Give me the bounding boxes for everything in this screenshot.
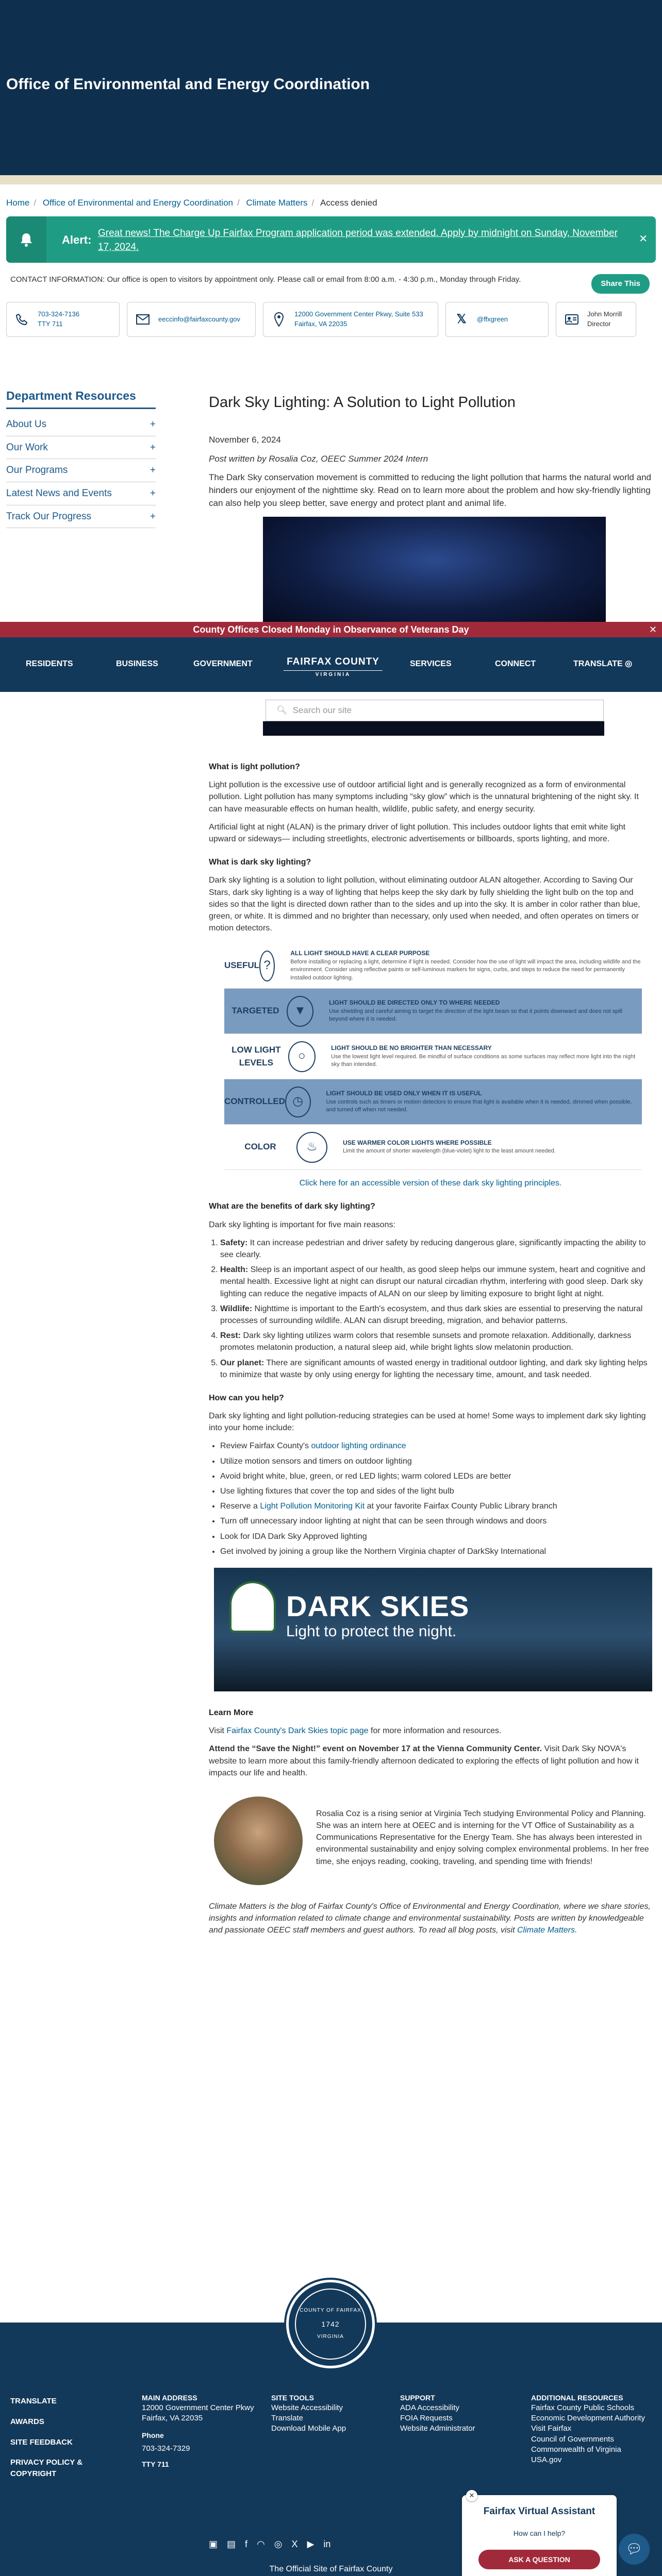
principle-title: LIGHT SHOULD BE DIRECTED ONLY TO WHERE NEEDED — [329, 999, 500, 1007]
closing-banner — [0, 622, 662, 637]
nav-connect[interactable]: CONNECT — [495, 659, 536, 668]
contact-info-text: CONTACT INFORMATION: Our office is open to visitors by appointment only. Please call or email from 8:00 a.m. - 4:30 p.m., Monday through Friday. — [10, 275, 521, 284]
dark-skies-topic-link[interactable]: Fairfax County's Dark Skies topic page — [226, 1726, 369, 1736]
search-placeholder: Search our site — [292, 705, 352, 715]
nav-translate[interactable] — [573, 658, 632, 670]
help-text: Look for IDA Dark Sky Approved lighting — [220, 1532, 367, 1541]
benefit-label: Rest: — [220, 1331, 241, 1341]
list-item — [220, 1485, 652, 1497]
footer-heading: SITE TOOLS — [271, 2394, 314, 2402]
benefit-text: Nighttime is important to the Earth's ecosystem, and thus dark skies are essential to preserving the natural processes of surrounding wildlife. ALAN can disrupt breeding, migration, and behavior patterns. — [220, 1304, 643, 1325]
author-bio — [214, 1797, 652, 1885]
footer-heading: MAIN ADDRESS — [142, 2394, 197, 2402]
author-photo — [214, 1797, 303, 1885]
benefit-label: Health: — [220, 1265, 249, 1275]
article-date: November 6, 2024 — [209, 435, 281, 445]
share-button[interactable]: Share This — [591, 274, 650, 294]
close-icon[interactable]: ✕ — [649, 624, 657, 635]
climate-matters-link[interactable]: Climate Matters. — [517, 1926, 577, 1935]
flame-icon: ♨ — [296, 1132, 327, 1163]
benefit-text: It can increase pedestrian and driver safety by reducing dangerous glare, significantly impacting the ability to see clearly. — [220, 1238, 646, 1259]
heading-what-is-light-pollution: What is light pollution? — [209, 762, 300, 771]
footer-address-text: 12000 Government Center Pkwy Fairfax, VA 22035 — [142, 2403, 254, 2423]
logo-sub: VIRGINIA — [284, 670, 383, 679]
assistant-title: Fairfax Virtual Assistant — [483, 2506, 595, 2517]
footer-site-tools — [271, 2393, 346, 2434]
event-text: Attend the “Save the Night!” event on November 17 at the Vienna Community Center. — [209, 1744, 542, 1754]
nav-services[interactable]: SERVICES — [410, 659, 452, 668]
sidebar-item-our-work[interactable] — [6, 436, 156, 460]
email-card-text: eeccinfo@fairfaxcounty.gov — [158, 315, 240, 323]
principle-desc: Limit the amount of shorter wavelength (blue-violet) light to the least amount needed. — [343, 1148, 556, 1155]
dark-skies-banner — [214, 1568, 652, 1691]
mail-icon — [135, 311, 151, 328]
virtual-assistant — [462, 2492, 617, 2576]
paragraph: Dark sky lighting is a solution to light pollution, without eliminating outdoor ALAN altogether. According to Saving Our Stars, dark sky lighting is a way of lighting that helps keep the sky dark by fully shielding the light bulb on the top and sides so that the light is directed down rather than to the sides and up into the sky. It is amber in color rather than blue, green, or white. It is dimmed and no brighter than necessary, only used when needed, and often operates on timers or motion detectors. — [209, 876, 640, 933]
breadcrumb-home[interactable]: Home — [6, 198, 30, 208]
phone-icon — [14, 311, 30, 328]
footer-link[interactable]: Download Mobile App — [271, 2424, 346, 2433]
x-icon: 𝕏 — [456, 312, 467, 326]
footer-support — [400, 2393, 475, 2434]
youtube-icon[interactable]: ▶ — [307, 2539, 315, 2549]
plus-icon: + — [150, 511, 156, 522]
footer-link[interactable]: ADA Accessibility — [400, 2403, 460, 2412]
visit-text: for more information and resources. — [368, 1726, 502, 1736]
help-text: Turn off unnecessary indoor lighting at night that can be seen through windows and doors — [220, 1517, 547, 1526]
footer-heading: ADDITIONAL RESOURCES — [531, 2394, 623, 2402]
heading-benefits: What are the benefits of dark sky lighting? — [209, 1202, 375, 1211]
plus-icon: + — [150, 487, 156, 499]
principle-title: LIGHT SHOULD BE USED ONLY WHEN IT IS USEFUL — [326, 1090, 482, 1097]
footer-link[interactable]: Economic Development Authority — [531, 2414, 645, 2423]
calendar-icon[interactable]: ▣ — [209, 2539, 218, 2549]
seal-inner — [295, 2289, 366, 2360]
principle-key: TARGETED — [231, 1006, 279, 1016]
principle-title: LIGHT SHOULD BE NO BRIGHTER THAN NECESSARY — [331, 1044, 492, 1052]
logo-main: FAIRFAX COUNTY — [287, 656, 379, 667]
footer-link[interactable]: Website Administrator — [400, 2424, 475, 2433]
page-title: Dark Sky Lighting: A Solution to Light Pollution — [209, 394, 516, 411]
director-card-text: John Morrill Director — [587, 310, 622, 328]
chat-icon[interactable]: 💬︎ — [619, 2534, 650, 2565]
footer-link[interactable]: FOIA Requests — [400, 2414, 453, 2423]
phone-card-text: 703-324-7136 TTY 711 — [38, 310, 79, 328]
nav-government[interactable]: GOVERNMENT — [193, 659, 253, 668]
breadcrumb-oeec[interactable]: Office of Environmental and Energy Coordination — [42, 198, 234, 208]
benefit-text: Dark sky lighting utilizes warm colors that resemble sunsets and promote relaxation. Additionally, darkness promotes melatonin production, a natural sleep aid, while bright lights slow melatonin production. — [220, 1331, 632, 1352]
footer-link[interactable]: Council of Governments — [531, 2434, 614, 2444]
footer-heading: SUPPORT — [400, 2394, 435, 2402]
benefits-list — [220, 1237, 652, 1381]
night-sky-image-bottom — [263, 721, 604, 736]
footer-link-feedback[interactable]: SITE FEEDBACK — [10, 2437, 73, 2447]
official-site-text: The Official Site of Fairfax County — [269, 2565, 393, 2573]
help-text: Use lighting fixtures that cover the top and sides of the light bulb — [220, 1487, 454, 1496]
sidebar-title: Department Resources — [6, 387, 156, 409]
plus-icon: + — [150, 442, 156, 453]
footer-additional — [531, 2393, 650, 2465]
heading-how-to-help: How can you help? — [209, 1393, 284, 1402]
instagram-icon[interactable]: ◎ — [274, 2539, 283, 2549]
director-card[interactable] — [556, 302, 636, 337]
principle-desc: Use controls such as timers or motion detectors to ensure that light is available when it is needed, dimmed when possible, and turned off when not needed. — [326, 1098, 632, 1113]
sidebar-item-news[interactable] — [6, 482, 156, 505]
list-item — [220, 1357, 652, 1381]
nav-translate-label: TRANSLATE — [573, 659, 623, 668]
sidebar — [6, 387, 156, 528]
blog-note — [209, 1901, 652, 1937]
list-item — [220, 1455, 652, 1467]
help-text: Avoid bright white, blue, green, or red LED lights; warm colored LEDs are better — [220, 1471, 511, 1481]
dark-skies-subtitle: Light to protect the night. — [286, 1622, 457, 1640]
footer-link[interactable]: Commonwealth of Virginia — [531, 2445, 621, 2454]
principle-desc: Use shielding and careful aiming to target the direction of the light beam so that it points downward and does not spill beyond where it is needed. — [329, 1008, 622, 1023]
footer-left-links — [10, 2396, 98, 2489]
email-card[interactable] — [127, 302, 256, 337]
list-item — [220, 1546, 652, 1557]
list-item — [220, 1531, 652, 1543]
close-icon[interactable]: ✕ — [466, 2490, 477, 2501]
list-item — [220, 1237, 652, 1261]
dark-skies-badge — [229, 1581, 276, 1633]
sidebar-item-about[interactable] — [6, 413, 156, 436]
article-byline: Post written by Rosalia Coz, OEEC Summer 2024 Intern — [209, 453, 428, 464]
sidebar-item-label: Our Work — [6, 442, 48, 453]
globe-icon: ◎ — [625, 659, 633, 668]
paragraph: Dark sky lighting and light pollution-reducing strategies can be used at home! Some ways to implement dark sky lighting into your home include: — [209, 1412, 646, 1433]
breadcrumb-current: Access denied — [320, 198, 377, 208]
help-list — [220, 1440, 652, 1557]
sidebar-item-label: Latest News and Events — [6, 487, 112, 499]
search-input[interactable] — [266, 700, 604, 721]
footer-heading: Phone — [142, 2431, 164, 2440]
principle-title: ALL LIGHT SHOULD HAVE A CLEAR PURPOSE — [290, 950, 430, 957]
dim-light-icon: ○ — [288, 1041, 316, 1072]
footer-link[interactable]: Translate — [271, 2414, 303, 2423]
heading-dark-sky-lighting: What is dark sky lighting? — [209, 858, 311, 867]
principle-key: USEFUL — [224, 960, 259, 971]
social-links — [209, 2537, 330, 2551]
alert-message-link[interactable]: Great news! The Charge Up Fairfax Program application period was extended. Apply by midnight on Sunday, November 17, 2024. — [98, 228, 618, 252]
nav-business[interactable]: BUSINESS — [116, 659, 158, 668]
alert-label: Alert: — [62, 233, 92, 246]
wifi-icon[interactable]: ◠ — [257, 2539, 265, 2549]
principle-desc: Before installing or replacing a light, determine if light is needed. Consider how the use of light will impact the area, including wildlife and the environment. Consider using reflective paints or self-luminous markers for signs, curbs, and steps to reduce the need for permanently installed outdoor lighting. — [290, 958, 641, 981]
help-text: Utilize motion sensors and timers on outdoor lighting — [220, 1456, 412, 1466]
night-sky-image — [263, 517, 606, 625]
timer-icon: ◷ — [285, 1087, 310, 1117]
article-header — [209, 392, 652, 625]
principle-row — [224, 1125, 642, 1170]
principle-key: CONTROLLED — [224, 1096, 286, 1107]
ask-question-button[interactable]: ASK A QUESTION — [478, 2550, 600, 2569]
article-intro: The Dark Sky conservation movement is committed to reducing the light pollution that harms the natural world and hinders our enjoyment of the nighttime sky. Read on to learn more about the problem and how sky-friendly lighting can also help you sleep better, save energy and protect plant and animal life. — [209, 472, 651, 508]
benefit-label: Our planet: — [220, 1358, 264, 1367]
x-card[interactable] — [445, 302, 549, 337]
sidebar-item-programs[interactable] — [6, 459, 156, 482]
principle-row — [224, 989, 642, 1034]
assistant-prompt: How can I help? — [513, 2529, 566, 2537]
article-body — [209, 750, 652, 1942]
list-item — [220, 1264, 652, 1300]
linkedin-icon[interactable]: in — [323, 2539, 331, 2549]
bell-icon — [6, 216, 46, 263]
blog-note-text: Climate Matters is the blog of Fairfax County's Office of Environmental and Energy Coordination, where we share stories, insights and information related to climate change and environmental sustainability. Posts are written by knowledgeable and passionate OEEC staff members and guest authors. To read all blog posts, visit — [209, 1902, 651, 1935]
location-icon — [271, 311, 287, 328]
county-seal — [286, 2280, 375, 2368]
footer-link-awards[interactable]: AWARDS — [10, 2417, 44, 2426]
facebook-icon[interactable]: f — [245, 2539, 248, 2549]
footer-address — [142, 2393, 255, 2469]
plus-icon: + — [150, 465, 156, 476]
principles-infographic — [224, 943, 642, 1170]
x-card-text: @ffxgreen — [477, 315, 508, 323]
principle-row — [224, 1034, 642, 1079]
footer-link[interactable]: Fairfax County Public Schools — [531, 2403, 635, 2412]
list-item — [220, 1500, 652, 1512]
sidebar-item-label: About Us — [6, 419, 47, 430]
nav-residents[interactable]: RESIDENTS — [26, 659, 73, 668]
ordinance-link[interactable]: outdoor lighting ordinance — [311, 1442, 406, 1451]
benefit-text: Sleep is an important aspect of our health, as good sleep helps our immune system, heart and cognitive and mental health. Excessive light at night can disrupt our natural circadian rhythm, interfering with good sleep. Dark sky lighting can reduce the negative impacts of ALAN on our sleep by limiting exposure to bright light at night. — [220, 1265, 646, 1298]
benefit-label: Safety: — [220, 1238, 248, 1247]
list-item — [220, 1515, 652, 1527]
closing-banner-text[interactable]: County Offices Closed Monday in Observance of Veterans Day — [193, 624, 469, 635]
visit-text: Visit — [209, 1726, 227, 1736]
principle-title: USE WARMER COLOR LIGHTS WHERE POSSIBLE — [343, 1139, 492, 1147]
x-icon[interactable]: X — [291, 2539, 298, 2549]
principles-link[interactable]: Click here for an accessible version of these dark sky lighting principles. — [299, 1179, 562, 1188]
divider — [0, 175, 662, 184]
benefit-label: Wildlife: — [220, 1304, 253, 1313]
lamp-icon: ▼ — [287, 996, 313, 1027]
paragraph: Artificial light at night (ALAN) is the primary driver of light pollution. This includes outdoor lights that emit white light upward or sideways— including streetlights, electronic advertisements or billboards, sports lighting, and more. — [209, 822, 626, 843]
principle-row — [224, 943, 642, 989]
help-text: at your favorite Fairfax County Public Library branch — [365, 1502, 557, 1511]
list-item — [220, 1440, 652, 1452]
help-text: Get involved by joining a group like the Northern Virginia chapter of DarkSky International — [220, 1547, 547, 1556]
heading-learn-more: Learn More — [209, 1708, 254, 1717]
paragraph: Dark sky lighting is important for five main reasons: — [209, 1220, 395, 1229]
paragraph: Light pollution is the excessive use of outdoor artificial light and is generally recognized as a form of environmental pollution. Light pollution has many symptoms including “sky glow” which is the unnatural brightening of the night sky. It can have measurable effects on human health, wildlife, public safety, and energy security. — [209, 781, 639, 814]
site-title[interactable]: Office of Environmental and Energy Coordination — [6, 76, 370, 93]
principle-key: COLOR — [244, 1142, 276, 1152]
seal-bottom-text: VIRGINIA — [317, 2334, 344, 2340]
footer-link[interactable]: Website Accessibility — [271, 2403, 343, 2412]
contact-icon — [564, 311, 580, 328]
footer-phone[interactable]: 703-324-7329 — [142, 2444, 190, 2453]
location-card[interactable] — [263, 302, 438, 337]
list-item — [220, 1303, 652, 1327]
seal-year: 1742 — [321, 2319, 340, 2328]
footer-link[interactable]: Visit Fairfax — [531, 2424, 572, 2433]
fairfax-logo[interactable] — [284, 655, 383, 679]
contact-info-bar — [0, 263, 662, 300]
dark-skies-title: DARK SKIES — [286, 1589, 470, 1622]
breadcrumb: Home / Office of Environmental and Energy Coordination / Climate Matters / Access denied — [6, 198, 377, 208]
contact-cards — [0, 300, 662, 341]
paragraph — [209, 1743, 652, 1779]
footer-link[interactable]: USA.gov — [531, 2455, 562, 2465]
help-text: Review Fairfax County's — [220, 1442, 311, 1451]
help-text: Reserve a — [220, 1502, 260, 1511]
sidebar-item-progress[interactable] — [6, 505, 156, 529]
plus-icon: + — [150, 419, 156, 430]
list-item — [220, 1330, 652, 1353]
site-banner — [0, 0, 662, 175]
location-card-text: 12000 Government Center Pkwy, Suite 533 Fairfax, VA 22035 — [294, 310, 423, 328]
monitoring-kit-link[interactable]: Light Pollution Monitoring Kit — [260, 1502, 365, 1511]
search-icon: 🔍︎ — [276, 705, 288, 715]
author-bio-text: Rosalia Coz is a rising senior at Virginia Tech studying Environmental Policy and Planning. She was an intern here at OEEC and is interning for the VT Office of Sustainability as a Communications Representative for the Energy Team. She has always been interested in environmental sustainability and enjoy solving complex environmental problems. In her free time, she enjoys reading, cooking, traveling, and spending time with friends! — [316, 1809, 649, 1866]
list-item — [220, 1470, 652, 1482]
benefit-text: There are significant amounts of wasted energy in traditional outdoor lighting, and dark sky lighting helps to minimize that waste by only using energy for lighting the necessary time, amount, and task needed. — [220, 1358, 648, 1379]
close-icon[interactable]: ✕ — [639, 233, 648, 245]
sidebar-item-label: Track Our Progress — [6, 511, 92, 522]
footer-tty: TTY 711 — [142, 2460, 169, 2468]
breadcrumb-climate-matters[interactable]: Climate Matters — [246, 198, 308, 208]
principle-key: LOW LIGHT LEVELS — [231, 1045, 281, 1067]
principle-row — [224, 1079, 642, 1125]
newsletter-icon[interactable]: ▤ — [227, 2539, 236, 2549]
footer-link-translate[interactable]: TRANSLATE — [10, 2397, 57, 2405]
paragraph — [209, 1725, 652, 1737]
alert-banner — [6, 216, 656, 263]
footer-link-privacy[interactable]: PRIVACY POLICY & COPYRIGHT — [10, 2458, 83, 2478]
event-text: Visit Dark Sky NOVA's website to learn more about this family-friendly afternoon dedicated to exploring the effects of light pollution and how it impacts our life and health. — [209, 1744, 639, 1777]
question-icon: ? — [259, 951, 275, 981]
main-nav — [0, 637, 662, 692]
seal-top-text: COUNTY OF FAIRFAX — [300, 2308, 361, 2314]
principle-desc: Use the lowest light level required. Be mindful of surface conditions as some surfaces may reflect more light into the night sky than intended. — [331, 1053, 636, 1068]
sidebar-item-label: Our Programs — [6, 465, 68, 476]
phone-card[interactable] — [6, 302, 120, 337]
